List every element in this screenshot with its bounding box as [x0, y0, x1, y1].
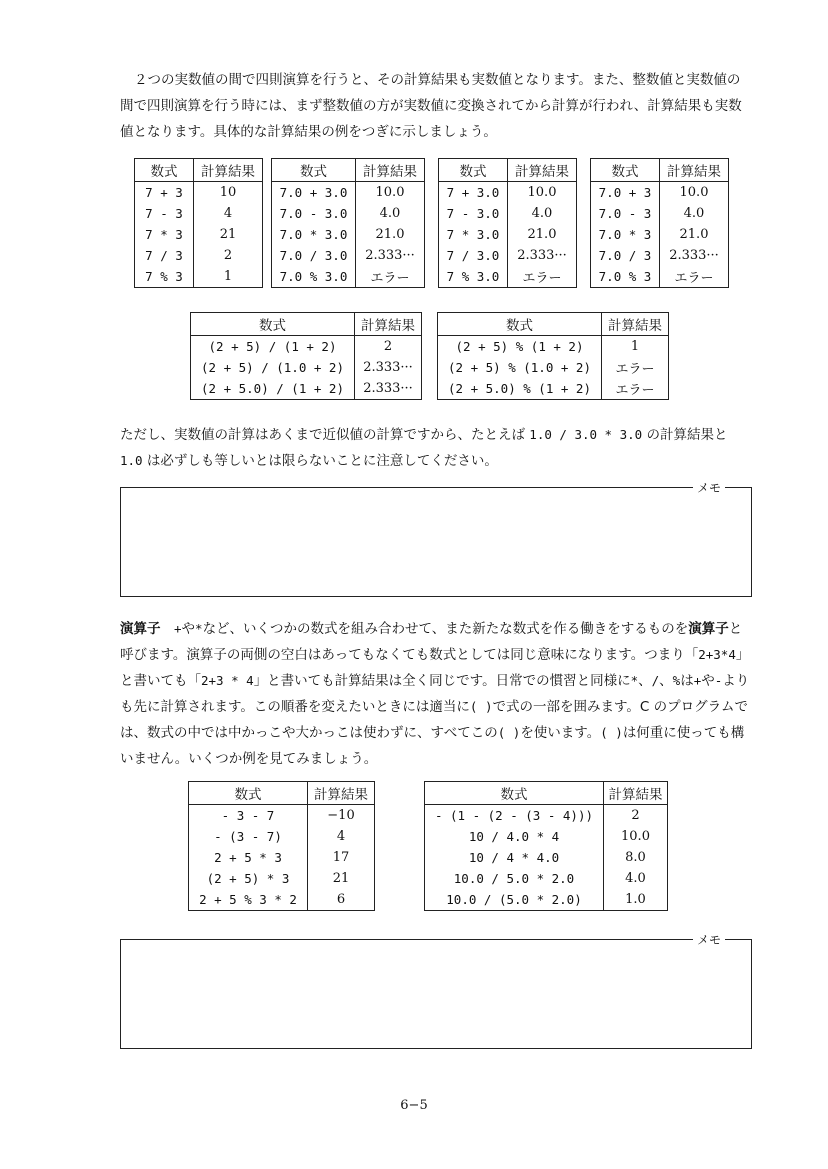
- result-cell: 2.333···: [356, 245, 425, 266]
- table-header-row: [591, 159, 729, 182]
- column-header-result: 計算結果: [604, 782, 668, 805]
- table-row: [425, 826, 668, 847]
- table-header-row: [135, 159, 263, 182]
- expression-cell: 7 / 3.0: [439, 245, 508, 266]
- result-cell: 4.0: [660, 203, 729, 224]
- expression-cell: (2 + 5) / (1.0 + 2): [191, 357, 355, 378]
- expression-cell: (2 + 5) % (1.0 + 2): [438, 357, 602, 378]
- expression-cell: 7 - 3.0: [439, 203, 508, 224]
- expression-cell: 7 % 3.0: [439, 266, 508, 288]
- column-header-result: 計算結果: [355, 313, 422, 336]
- memo-label: メモ: [693, 479, 725, 496]
- table-row: [272, 203, 425, 224]
- result-cell: 21.0: [508, 224, 577, 245]
- expression-cell: - (3 - 7): [189, 826, 308, 847]
- table-row: [135, 224, 263, 245]
- expression-cell: 7 % 3: [135, 266, 194, 288]
- result-cell: 4.0: [604, 868, 668, 889]
- expression-cell: 7.0 - 3.0: [272, 203, 356, 224]
- result-cell: 2.333···: [355, 357, 422, 378]
- result-cell: 21.0: [356, 224, 425, 245]
- result-cell: 2: [194, 245, 263, 266]
- term-operator: 演算子: [120, 621, 161, 637]
- result-cell: −10: [308, 805, 375, 827]
- column-header-result: 計算結果: [356, 159, 425, 182]
- table-int-ops: [134, 158, 263, 288]
- table-row: [439, 245, 577, 266]
- table-row: [425, 805, 668, 827]
- expression-cell: 2 + 5 % 3 * 2: [189, 889, 308, 911]
- column-header-expression: 数式: [135, 159, 194, 182]
- table-row: [189, 826, 375, 847]
- table-paren-mod: [437, 312, 669, 400]
- result-cell: エラー: [660, 266, 729, 288]
- table-header-row: [272, 159, 425, 182]
- table-row: [272, 182, 425, 204]
- table-row: [591, 203, 729, 224]
- expression-cell: 7.0 * 3: [591, 224, 660, 245]
- table-row: [272, 266, 425, 288]
- result-cell: 2: [604, 805, 668, 827]
- table-row: [439, 203, 577, 224]
- result-cell: 4: [308, 826, 375, 847]
- column-header-expression: 数式: [191, 313, 355, 336]
- column-header-result: 計算結果: [308, 782, 375, 805]
- expression-cell: 7 + 3.0: [439, 182, 508, 204]
- column-header-expression: 数式: [439, 159, 508, 182]
- table-row: [591, 224, 729, 245]
- memo-box[interactable]: [120, 481, 752, 597]
- table-row: [189, 847, 375, 868]
- result-cell: 10.0: [508, 182, 577, 204]
- result-cell: エラー: [508, 266, 577, 288]
- table-row: [135, 182, 263, 204]
- intro-paragraph: ２つの実数値の間で四則演算を行うと、その計算結果も実数値となります。また、整数値と実数値の間で四則演算を行う時には、まず整数値の方が実数値に変換されてから計算が行われ、計算結果も実数値となります。具体的な計算結果の例をつぎに示しましょう。: [120, 72, 742, 140]
- table-precedence-real: [424, 781, 668, 911]
- table-row: [591, 245, 729, 266]
- result-cell: 17: [308, 847, 375, 868]
- table-real-ops: [271, 158, 425, 288]
- table-row: [191, 378, 422, 400]
- code-value: 1.0: [120, 453, 143, 468]
- table-header-row: [438, 313, 669, 336]
- table-row: [272, 245, 425, 266]
- table-real-int-ops: [590, 158, 729, 288]
- result-cell: 10.0: [660, 182, 729, 204]
- table-row: [591, 182, 729, 204]
- expression-cell: 7.0 % 3: [591, 266, 660, 288]
- result-cell: 2.333···: [355, 378, 422, 400]
- result-cell: 1: [194, 266, 263, 288]
- expression-cell: (2 + 5.0) / (1 + 2): [191, 378, 355, 400]
- expression-cell: 7 - 3: [135, 203, 194, 224]
- page-number: 6−5: [400, 1098, 428, 1113]
- table-row: [272, 224, 425, 245]
- result-cell: 21.0: [660, 224, 729, 245]
- expression-cell: 7 * 3: [135, 224, 194, 245]
- table-row: [425, 868, 668, 889]
- table-row: [438, 336, 669, 358]
- table-row: [439, 266, 577, 288]
- expression-cell: (2 + 5) * 3: [189, 868, 308, 889]
- expression-cell: 7.0 % 3.0: [272, 266, 356, 288]
- expression-cell: - 3 - 7: [189, 805, 308, 827]
- term-operator-2: 演算子: [688, 621, 729, 637]
- expression-cell: (2 + 5.0) % (1 + 2): [438, 378, 602, 400]
- operator-paragraph: 演算子 +や*など、いくつかの数式を組み合わせて、また新たな数式を作る働きをするものを演算子と呼びます。演算子の両側の空白はあってもなくても数式としては同じ意味になります。つまり「2+3*4」と書いても「2+3 * 4」と書いても計算結果は全く同じです。日常での慣習と同様に*、/、%は+や-よりも先に計算されます。この順番を変えたいときには適当に( )で式の一部を囲みます。C のプログラムでは、数式の中では中かっこや大かっこは使わずに、すべてこの( )を使います。( )は何重に使っても構いません。いくつか例を見てみましょう。: [120, 621, 750, 767]
- result-cell: 2.333···: [660, 245, 729, 266]
- result-cell: 10.0: [356, 182, 425, 204]
- expression-cell: 7.0 / 3: [591, 245, 660, 266]
- table-row: [189, 889, 375, 911]
- table-precedence-int: [188, 781, 375, 911]
- table-row: [438, 357, 669, 378]
- note-paragraph: ただし、実数値の計算はあくまで近似値の計算ですから、たとえば 1.0 / 3.0 * 3.0 の計算結果と 1.0 は必ずしも等しいとは限らないことに注意してください。: [120, 427, 728, 469]
- column-header-result: 計算結果: [602, 313, 669, 336]
- table-header-row: [439, 159, 577, 182]
- expression-cell: 7.0 / 3.0: [272, 245, 356, 266]
- table-paren-div: [190, 312, 422, 400]
- table-row: [189, 868, 375, 889]
- expression-cell: 2 + 5 * 3: [189, 847, 308, 868]
- expression-cell: 10.0 / 5.0 * 2.0: [425, 868, 604, 889]
- column-header-expression: 数式: [272, 159, 356, 182]
- table-row: [135, 266, 263, 288]
- result-cell: 1.0: [604, 889, 668, 911]
- expression-cell: 7 / 3: [135, 245, 194, 266]
- column-header-expression: 数式: [425, 782, 604, 805]
- expression-cell: 7 + 3: [135, 182, 194, 204]
- result-cell: 10: [194, 182, 263, 204]
- table-row: [189, 805, 375, 827]
- table-int-real-ops: [438, 158, 577, 288]
- result-cell: 1: [602, 336, 669, 358]
- expression-cell: 7.0 * 3.0: [272, 224, 356, 245]
- expression-cell: 10 / 4.0 * 4: [425, 826, 604, 847]
- column-header-expression: 数式: [591, 159, 660, 182]
- column-header-result: 計算結果: [194, 159, 263, 182]
- memo-box-2[interactable]: [120, 933, 752, 1049]
- expression-cell: (2 + 5) % (1 + 2): [438, 336, 602, 358]
- column-header-expression: 数式: [189, 782, 308, 805]
- expression-cell: - (1 - (2 - (3 - 4))): [425, 805, 604, 827]
- table-row: [591, 266, 729, 288]
- expression-cell: 7.0 + 3: [591, 182, 660, 204]
- table-row: [135, 245, 263, 266]
- table-row: [425, 847, 668, 868]
- expression-cell: 10.0 / (5.0 * 2.0): [425, 889, 604, 911]
- result-cell: 4.0: [356, 203, 425, 224]
- table-header-row: [191, 313, 422, 336]
- column-header-result: 計算結果: [508, 159, 577, 182]
- table-row: [425, 889, 668, 911]
- result-cell: 2: [355, 336, 422, 358]
- result-cell: 4.0: [508, 203, 577, 224]
- result-cell: 6: [308, 889, 375, 911]
- table-row: [439, 182, 577, 204]
- table-header-row: [189, 782, 375, 805]
- expression-cell: 7.0 - 3: [591, 203, 660, 224]
- expression-cell: (2 + 5) / (1 + 2): [191, 336, 355, 358]
- table-row: [438, 378, 669, 400]
- result-cell: エラー: [602, 357, 669, 378]
- table-header-row: [425, 782, 668, 805]
- table-row: [135, 203, 263, 224]
- table-row: [191, 336, 422, 358]
- result-cell: 8.0: [604, 847, 668, 868]
- column-header-expression: 数式: [438, 313, 602, 336]
- code-expression: 1.0 / 3.0 * 3.0: [529, 427, 643, 442]
- memo-label-2: メモ: [693, 931, 725, 948]
- result-cell: エラー: [602, 378, 669, 400]
- result-cell: エラー: [356, 266, 425, 288]
- result-cell: 21: [308, 868, 375, 889]
- expression-cell: 10 / 4 * 4.0: [425, 847, 604, 868]
- result-cell: 4: [194, 203, 263, 224]
- expression-cell: 7 * 3.0: [439, 224, 508, 245]
- result-cell: 10.0: [604, 826, 668, 847]
- column-header-result: 計算結果: [660, 159, 729, 182]
- result-cell: 2.333···: [508, 245, 577, 266]
- expression-cell: 7.0 + 3.0: [272, 182, 356, 204]
- table-row: [191, 357, 422, 378]
- table-row: [439, 224, 577, 245]
- result-cell: 21: [194, 224, 263, 245]
